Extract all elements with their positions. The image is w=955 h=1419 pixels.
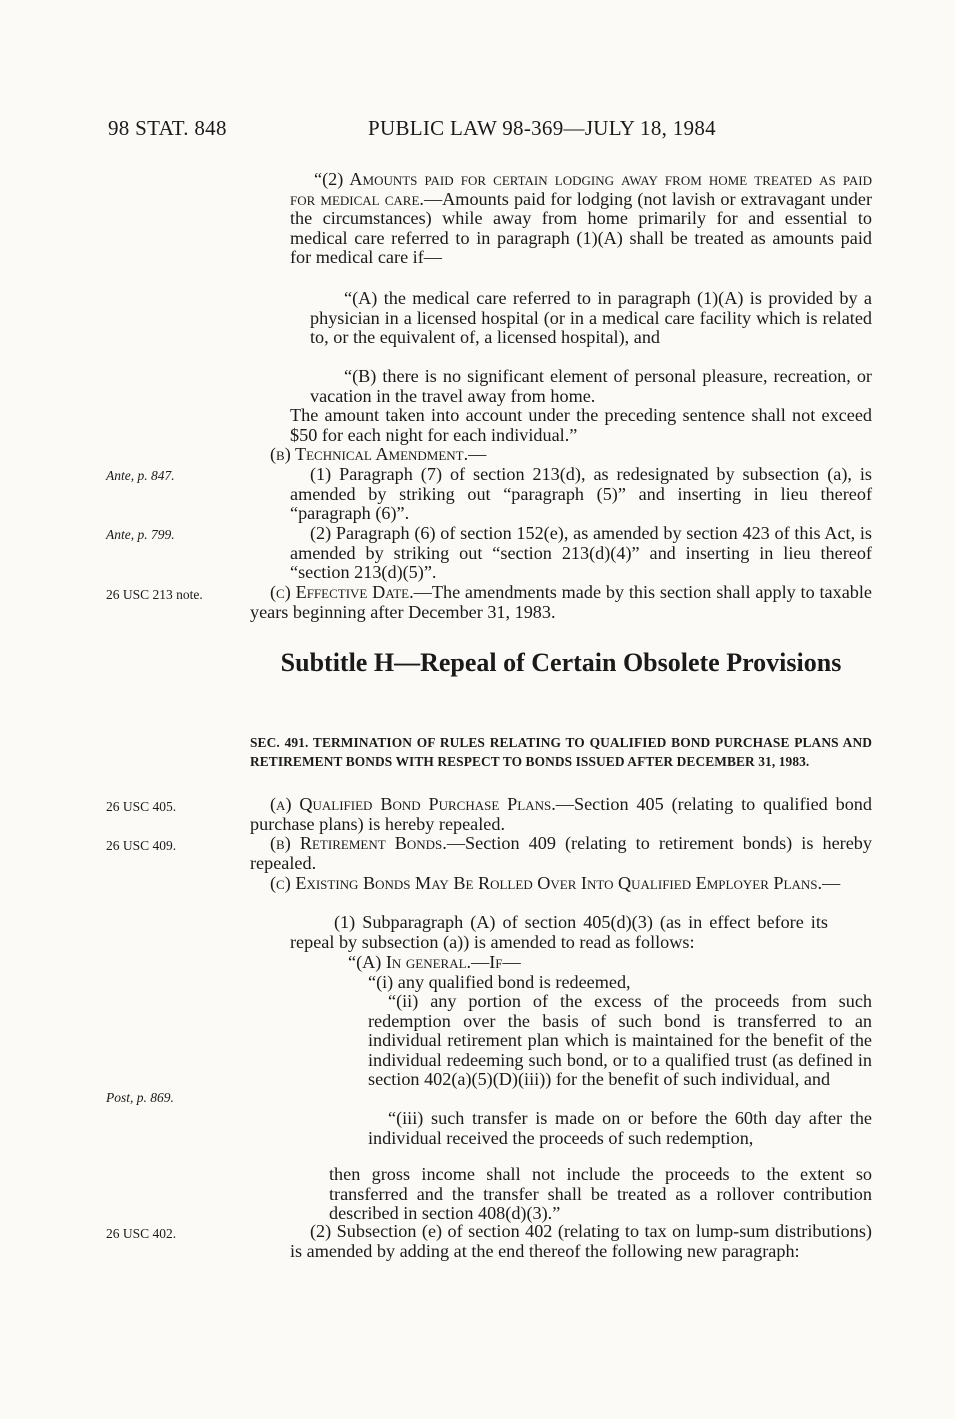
- then-gross-income: then gross income shall not include the proceeds to the extent so transferred and the transfer shall be treated as a rollover contribution described in section 408(d)(3).”: [329, 1164, 872, 1224]
- in-general-heading: “(A) In general.—If—: [348, 952, 521, 972]
- paragraph-2-text: —Amounts paid for lodging (not lavish or extravagant under the circumstances) while away from home primarily for and essential to medical care referred to in paragraph (1)(A) shall be treated as amounts paid for medical care if—: [290, 188, 872, 268]
- technical-amendment-heading: (b) Technical Amendment.—: [270, 444, 487, 464]
- margin-note-26-usc-409: 26 USC 409.: [106, 838, 177, 853]
- section-491-heading: SEC. 491. TERMINATION OF RULES RELATING TO QUALIFIED BOND PURCHASE PLANS AND RETIREMENT BONDS WITH RESPECT TO BONDS ISSUED AFTER DECEMBER 31, 1983.: [250, 735, 872, 769]
- paragraph-2-heading: “(2) Amounts paid for certain lodging away from home treated as paid for medical care.: [290, 169, 872, 209]
- clause-ii: “(ii) any portion of the excess of the proceeds from such redemption over the basis of such bond is transferred to an individual retirement plan which is maintained for the benefit of the individual redeeming such bond, or to a qualified trust (as defined in section 402(a)(5)(D)(iii)) for the benefit of such individual, and: [368, 991, 872, 1090]
- effective-date-paragraph: (c) Effective Date.—The amendments made by this section shall apply to taxable years beginning after December 31, 1983.: [250, 582, 872, 622]
- paragraph-B-pleasure: “(B) there is no significant element of personal pleasure, recreation, or vacation in the travel away from home.: [310, 366, 872, 406]
- technical-amendment-2: (2) Paragraph (6) of section 152(e), as amended by section 423 of this Act, is amended by striking out “section 213(d)(4)” and inserting in lieu thereof “section 213(d)(5)”.: [290, 523, 872, 583]
- margin-note-ante-799: Ante, p. 799.: [106, 527, 175, 542]
- margin-note-ante-847: Ante, p. 847.: [106, 468, 175, 483]
- technical-amendment-1: (1) Paragraph (7) of section 213(d), as redesignated by subsection (a), is amended by striking out “paragraph (5)” and inserting in lieu thereof “paragraph (6)”.: [290, 464, 872, 524]
- subparagraph-2: (2) Subsection (e) of section 402 (relating to tax on lump-sum distributions) is amended by adding at the end thereof the following new paragraph:: [290, 1221, 872, 1261]
- retirement-bonds: (b) Retirement Bonds.—Section 409 (relating to retirement bonds) is hereby repealed.: [250, 833, 872, 873]
- page-header: [0, 116, 955, 146]
- subtitle-h-heading: Subtitle H—Repeal of Certain Obsolete Provisions: [280, 648, 842, 677]
- existing-bonds-heading: (c) Existing Bonds May Be Rolled Over Into Qualified Employer Plans.—: [270, 873, 841, 893]
- paragraph-A-hospital: “(A) the medical care referred to in paragraph (1)(A) is provided by a physician in a licensed hospital (or in a medical care facility which is related to, or the equivalent of, a licensed hospital), and: [310, 288, 872, 348]
- margin-note-26-usc-213: 26 USC 213 note.: [106, 587, 203, 602]
- amount-limit-sentence: The amount taken into account under the preceding sentence shall not exceed $50 for each night for each individual.”: [290, 405, 872, 445]
- margin-note-26-usc-402: 26 USC 402.: [106, 1226, 177, 1241]
- paragraph-2-lodging: [290, 170, 872, 268]
- margin-note-post-869: Post, p. 869.: [106, 1090, 174, 1105]
- clause-iii: “(iii) such transfer is made on or before the 60th day after the individual received the proceeds of such redemption,: [368, 1108, 872, 1148]
- margin-note-26-usc-405: 26 USC 405.: [106, 799, 177, 814]
- subparagraph-1: (1) Subparagraph (A) of section 405(d)(3) (as in effect before its repeal by subsection (a)) is amended to read as follows:: [290, 912, 828, 952]
- public-law-title: PUBLIC LAW 98-369—JULY 18, 1984: [368, 116, 716, 140]
- stat-page-number: 98 STAT. 848: [108, 116, 227, 140]
- clause-i: “(i) any qualified bond is redeemed,: [368, 972, 631, 992]
- qualified-bond-purchase-plans: (a) Qualified Bond Purchase Plans.—Section 405 (relating to qualified bond purchase plans) is hereby repealed.: [250, 794, 872, 834]
